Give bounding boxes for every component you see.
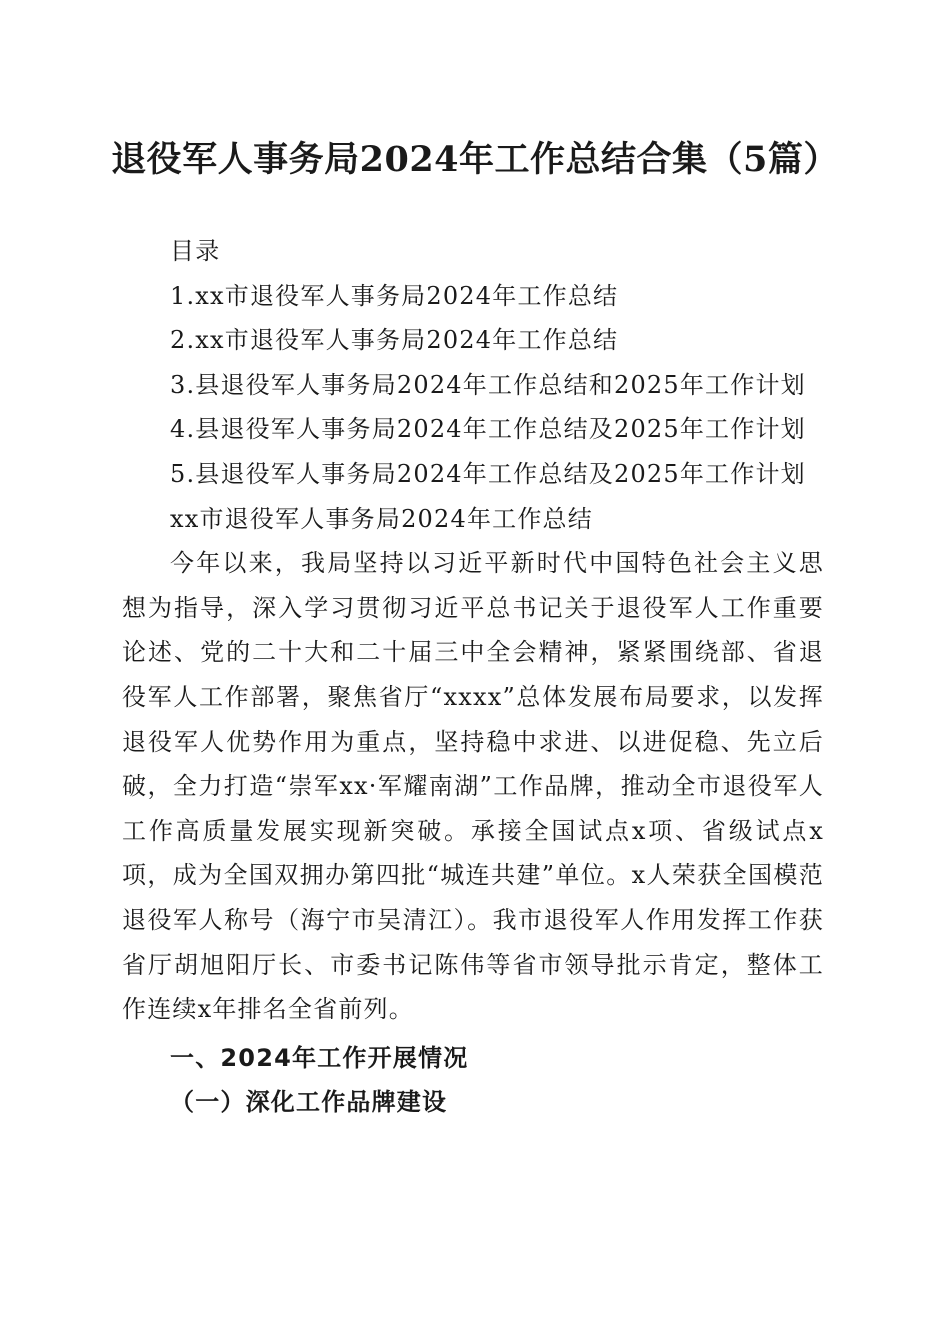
toc-item: 5.县退役军人事务局2024年工作总结及2025年工作计划 [170, 459, 806, 488]
section-title: xx市退役军人事务局2024年工作总结 [170, 504, 593, 533]
toc-label: 目录 [170, 237, 221, 265]
document-title: 退役军人事务局2024年工作总结合集（5篇） [111, 139, 839, 180]
toc-item: 1.xx市退役军人事务局2024年工作总结 [170, 281, 619, 310]
toc-item: 3.县退役军人事务局2024年工作总结和2025年工作计划 [170, 370, 806, 399]
heading-level-2: （一）深化工作品牌建设 [170, 1087, 448, 1117]
toc-item: 4.县退役军人事务局2024年工作总结及2025年工作计划 [170, 415, 806, 444]
document-body [122, 229, 824, 1125]
toc-item: 2.xx市退役军人事务局2024年工作总结 [170, 326, 619, 355]
heading-level-1: 一、2024年工作开展情况 [170, 1043, 469, 1072]
intro-paragraph: 今年以来，我局坚持以习近平新时代中国特色社会主义思想为指导，深入学习贯彻习近平总书记关于退役军人工作重要论述、党的二十大和二十届三中全会精神，紧紧围绕部、省退役军人工作部署，聚焦省厅“xxxx”总体发展布局要求，以发挥退役军人优势作用为重点，坚持稳中求进、以进促稳、先立后破，全力打造“崇军xx·军耀南湖”工作品牌，推动全市退役军人工作高质量发展实现新突破。承接全国试点x项、省级试点x项，成为全国双拥办第四批“城连共建”单位。x人荣获全国模范退役军人称号（海宁市吴清江）。我市退役军人作用发挥工作获省厅胡旭阳厅长、市委书记陈伟等省市领导批示肯定，整体工作连续x年排名全省前列。 [122, 549, 824, 1024]
